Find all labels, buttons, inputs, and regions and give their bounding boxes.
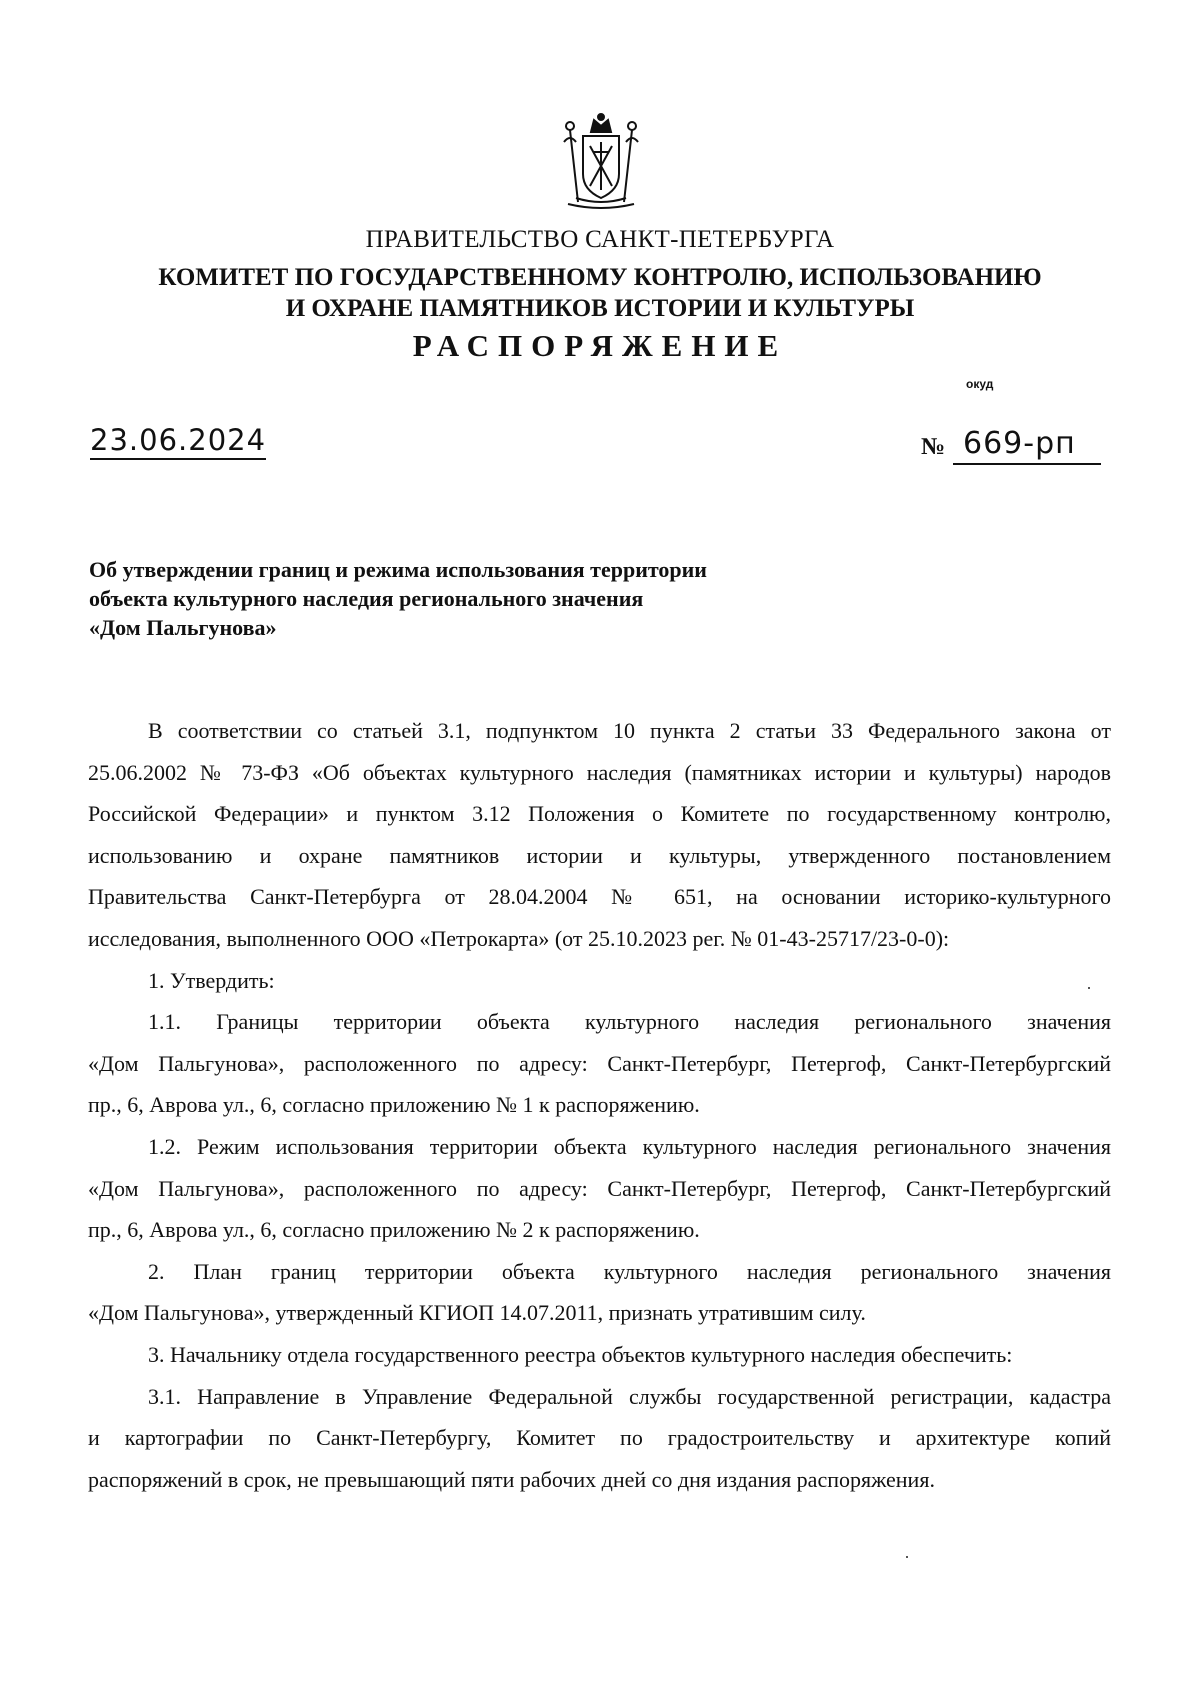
saint-petersburg-coat-of-arms-icon <box>558 112 644 214</box>
committee-title <box>0 262 1200 324</box>
committee-title-line: И ОХРАНЕ ПАМЯТНИКОВ ИСТОРИИ И КУЛЬТУРЫ <box>285 295 915 322</box>
subject-line: Об утверждении границ и режима использования территории <box>89 557 707 582</box>
document-number <box>921 428 1101 466</box>
body-line: пр., 6, Аврова ул., 6, согласно приложению № 1 к распоряжению. <box>88 1092 700 1118</box>
body-line: «Дом Пальгунова», расположенного по адресу: Санкт-Петербург, Петергоф, Санкт-Петербургский <box>88 1175 1111 1201</box>
document-date: 23.06.2024 <box>90 424 266 460</box>
government-title: ПРАВИТЕЛЬСТВО САНКТ-ПЕТЕРБУРГА <box>365 226 835 253</box>
body-line: 3. Начальнику отдела государственного реестра объектов культурного наследия обеспечить: <box>148 1341 1013 1367</box>
subject-line: объекта культурного наследия регионального значения <box>89 586 644 611</box>
body-line: и картографии по Санкт-Петербургу, Комитет по градостроительству и архитектуре копий <box>88 1425 1111 1451</box>
body-line: 1.1. Границы территории объекта культурного наследия регионального значения <box>148 1009 1111 1035</box>
number-value: 669-рп <box>963 426 1076 461</box>
okud-label: окуд <box>966 377 994 391</box>
body-line: Российской Федерации» и пунктом 3.12 Положения о Комитете по государственному контролю, <box>88 801 1111 827</box>
body-line: «Дом Пальгунова», расположенного по адресу: Санкт-Петербург, Петергоф, Санкт-Петербургский <box>88 1050 1111 1076</box>
body-line: распоряжений в срок, не превышающий пяти рабочих дней со дня издания распоряжения. <box>88 1466 935 1492</box>
body-line: пр., 6, Аврова ул., 6, согласно приложению № 2 к распоряжению. <box>88 1217 700 1243</box>
document-subject <box>89 555 707 642</box>
body-line: 3.1. Направление в Управление Федеральной службы государственной регистрации, кадастра <box>148 1383 1111 1409</box>
committee-title-line: КОМИТЕТ ПО ГОСУДАРСТВЕННОМУ КОНТРОЛЮ, ИСПОЛЬЗОВАНИЮ <box>158 264 1042 291</box>
scan-speck <box>1088 987 1090 989</box>
body-line: 25.06.2002 № 73-ФЗ «Об объектах культурного наследия (памятниках истории и культуры) народов <box>88 759 1111 785</box>
body-line: 1.2. Режим использования территории объекта культурного наследия регионального значения <box>148 1133 1111 1159</box>
body-line: Правительства Санкт-Петербурга от 28.04.2004 № 651, на основании историко-культурного <box>88 884 1111 910</box>
document-body <box>88 710 1111 1500</box>
body-line: 2. План границ территории объекта культурного наследия регионального значения <box>148 1258 1111 1284</box>
body-line: В соответствии со статьей 3.1, подпунктом 10 пункта 2 статьи 33 Федерального закона от <box>148 718 1111 743</box>
number-underline <box>953 463 1101 465</box>
body-line: исследования, выполненного ООО «Петрокарта» (от 25.10.2023 рег. № 01-43-25717/23-0-0): <box>88 925 950 951</box>
subject-line: «Дом Пальгунова» <box>89 615 277 640</box>
document-type: РАСПОРЯЖЕНИЕ <box>412 328 788 363</box>
number-sign: № <box>921 434 946 460</box>
body-line: «Дом Пальгунова», утвержденный КГИОП 14.07.2011, признать утратившим силу. <box>88 1300 866 1326</box>
body-line: использованию и охране памятников истории и культуры, утвержденного постановлением <box>88 842 1111 868</box>
body-line: 1. Утвердить: <box>148 967 275 993</box>
scan-speck <box>906 1556 908 1558</box>
